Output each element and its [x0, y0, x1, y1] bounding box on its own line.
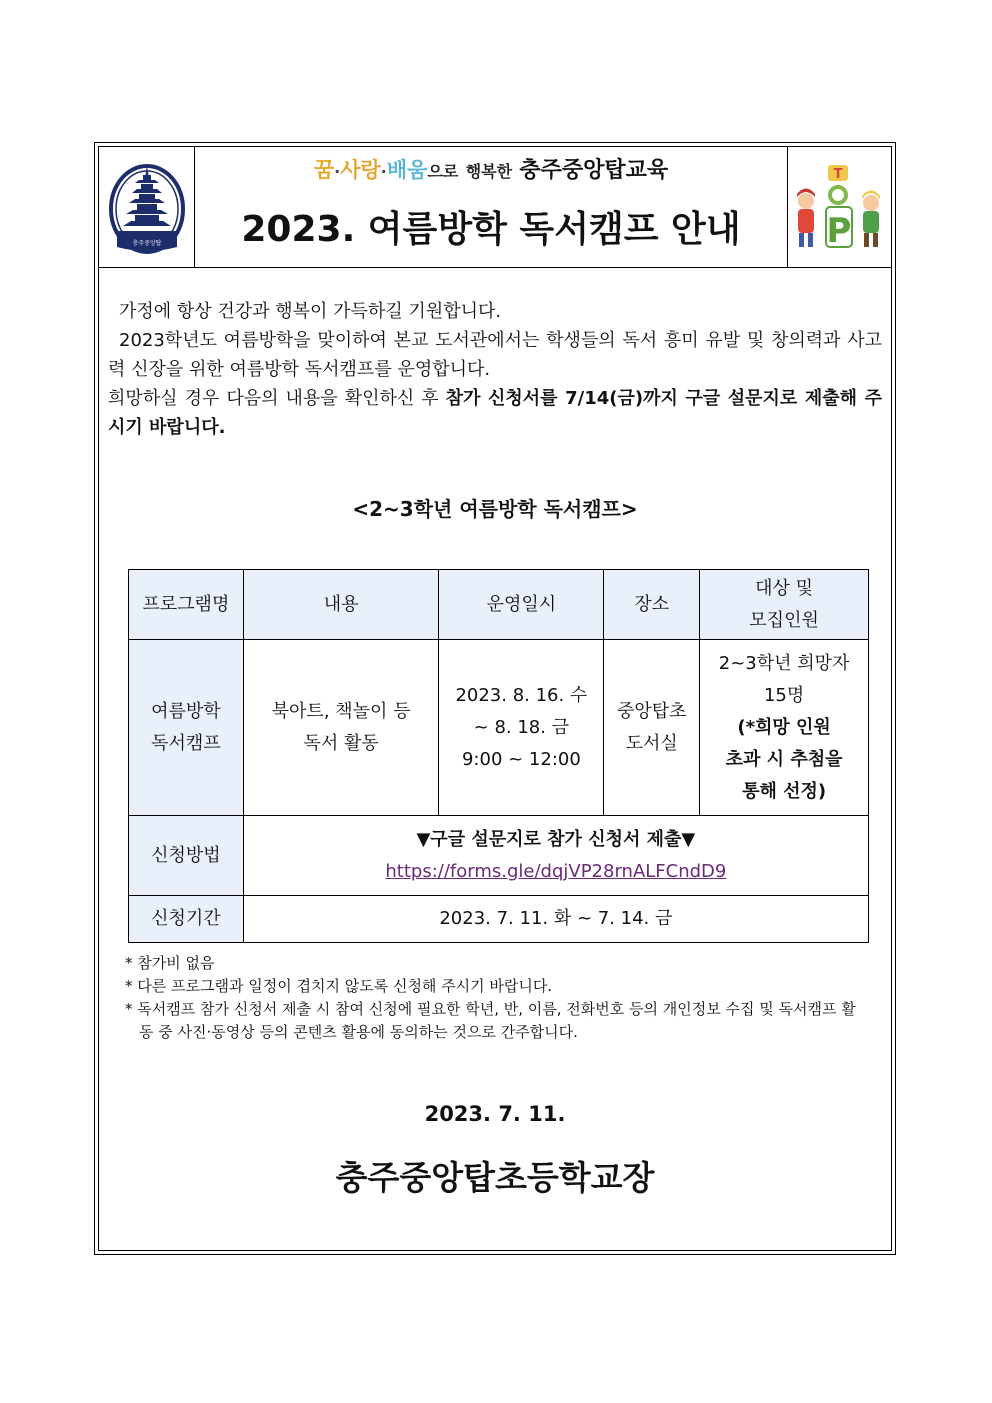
cell-program [129, 640, 244, 816]
intro-paragraph-3-plain: 희망하실 경우 다음의 내용을 확인하신 후 [108, 388, 446, 409]
header-place: 장소 [604, 570, 700, 640]
cell-target-line-2: 15명 [763, 684, 805, 706]
cell-place-line-2: 도서실 [625, 732, 678, 754]
header-schedule: 운영일시 [439, 570, 604, 640]
cell-content-line-2: 독서 활동 [303, 732, 379, 754]
slogan-word-dream: 꿈 [313, 158, 335, 182]
cell-content [243, 640, 439, 816]
logo-caption: 충주중앙탑 [132, 240, 162, 247]
note-item: * 다른 프로그램과 일정이 겹치지 않도록 신청해 주시기 바랍니다. [125, 977, 553, 995]
intro-paragraph-1: 가정에 항상 건강과 행복이 가득하길 기원합니다. [119, 301, 502, 322]
program-table [128, 569, 869, 943]
intro-paragraph-2: 2023학년도 여름방학을 맞이하여 본교 도서관에서는 학생들의 독서 흥미 유발 및 창의력과 사고력 신장을 위한 여름방학 독서캠프를 운영합니다. [108, 330, 882, 380]
header-program: 프로그램명 [129, 570, 244, 640]
header-target [700, 570, 869, 640]
method-label: 신청방법 [129, 816, 244, 896]
intro-text [108, 297, 882, 442]
cell-program-line-1: 여름방학 [151, 700, 221, 722]
mascot-letter-t: T [833, 167, 843, 182]
method-cell [243, 816, 868, 896]
cell-target-line-1: 2~3학년 희망자 [718, 652, 850, 674]
cell-program-line-2: 독서캠프 [151, 732, 221, 754]
slogan-brand: 충주중앙탑교육 [519, 158, 669, 183]
table-row [129, 640, 869, 816]
slogan-mid: 행복한 [465, 162, 513, 181]
cell-target-line-5: 통해 선정) [742, 780, 827, 802]
document-inner-frame [98, 146, 892, 1251]
slogan-word-learning: 배움 [386, 158, 428, 182]
page-title: 2023. 여름방학 독서캠프 안내 [241, 209, 741, 250]
note-item: * 독서캠프 참가 신청서 제출 시 참여 신청에 필요한 학년, 반, 이름, 전화번호 등의 개인정보 수집 및 독서캠프 활동 중 사진·동영상 등의 콘텐츠 활용에 동의하는 것으로 간주합니다. [125, 1000, 856, 1041]
survey-link[interactable]: https://forms.gle/dqjVP28rnALFCndD9 [385, 860, 727, 882]
school-logo-icon [99, 147, 194, 267]
header-target-line-1: 대상 및 [755, 577, 814, 599]
method-text: ▼구글 설문지로 참가 신청서 제출▼ [416, 828, 696, 850]
school-logo-cell [99, 147, 195, 267]
period-value: 2023. 7. 11. 화 ~ 7. 14. 금 [243, 896, 868, 943]
cell-target-line-4: 초과 시 추첨을 [725, 748, 843, 770]
mascot-cell [787, 147, 891, 267]
header [99, 147, 891, 268]
principal-signature: 충주중앙탑초등학교장 [335, 1158, 655, 1197]
cell-place [604, 640, 700, 816]
slogan-separator: · [380, 162, 387, 181]
header-target-line-2: 모집인원 [749, 609, 819, 631]
slogan-suffix: 으로 [427, 162, 459, 181]
intro-paragraph-3-bold: 참가 신청서를 7/14(금)까지 구글 설문지로 제출해 주시기 바랍니다. [108, 388, 882, 438]
children-mascot-icon [788, 147, 891, 267]
section-title: <2~3학년 여름방학 독서캠프> [352, 497, 638, 521]
slogan-word-love: 사랑 [340, 158, 381, 182]
cell-schedule-line-3: 9:00 ~ 12:00 [461, 748, 581, 770]
table-row-method [129, 816, 869, 896]
period-label: 신청기간 [129, 896, 244, 943]
slogan [195, 153, 787, 184]
cell-target-line-3: (*희망 인원 [737, 716, 831, 738]
cell-schedule [439, 640, 604, 816]
cell-schedule-line-1: 2023. 8. 16. 수 [455, 684, 588, 706]
table-row-period [129, 896, 869, 943]
table-header-row [129, 570, 869, 640]
issue-date: 2023. 7. 11. [424, 1102, 566, 1126]
notes [125, 952, 865, 1044]
cell-target [700, 640, 869, 816]
note-item: * 참가비 없음 [125, 954, 215, 972]
mascot-letter-p: P [826, 211, 852, 251]
header-content: 내용 [243, 570, 439, 640]
slogan-separator: · [334, 162, 341, 181]
document-frame [94, 142, 896, 1255]
cell-schedule-line-2: ~ 8. 18. 금 [473, 716, 570, 738]
cell-content-line-1: 북아트, 책놀이 등 [271, 700, 411, 722]
cell-place-line-1: 중앙탑초 [616, 700, 687, 722]
intro-paragraph-3 [108, 384, 882, 442]
